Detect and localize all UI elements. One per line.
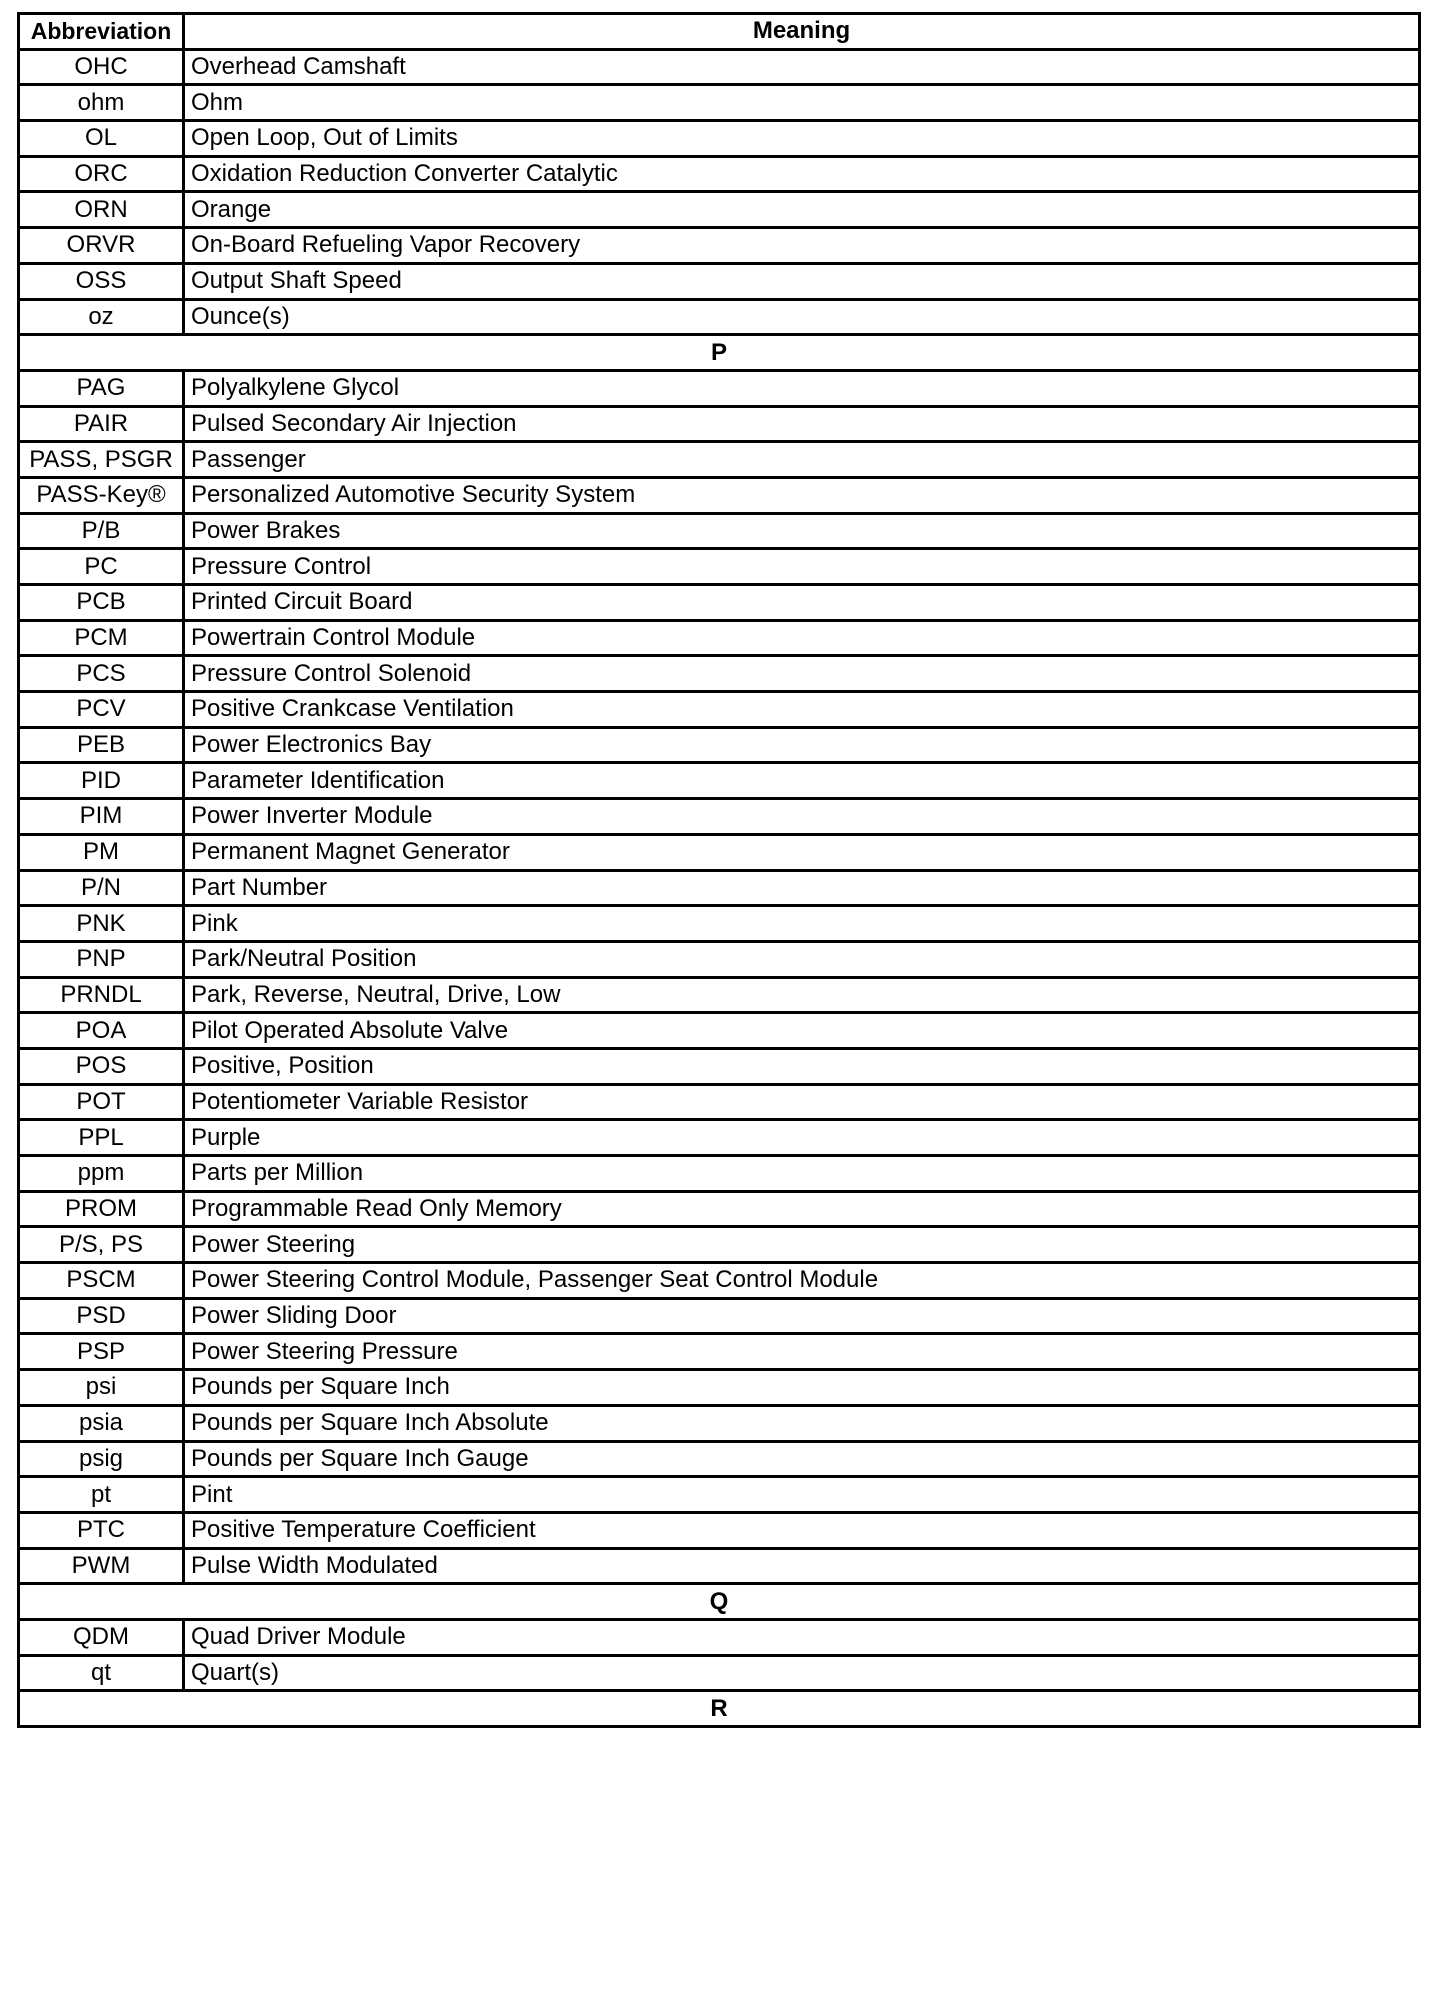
abbreviation-cell: PM — [19, 834, 184, 870]
meaning-cell: Overhead Camshaft — [184, 49, 1420, 85]
meaning-cell: Printed Circuit Board — [184, 585, 1420, 621]
abbreviation-cell: psia — [19, 1405, 184, 1441]
table-row — [19, 263, 1420, 299]
meaning-cell: Pint — [184, 1477, 1420, 1513]
meaning-cell: Pounds per Square Inch — [184, 1370, 1420, 1406]
meaning-cell: Power Steering — [184, 1227, 1420, 1263]
meaning-cell: Parameter Identification — [184, 763, 1420, 799]
table-row — [19, 1120, 1420, 1156]
meaning-cell: Polyalkylene Glycol — [184, 370, 1420, 406]
table-row — [19, 513, 1420, 549]
meaning-cell: Positive Crankcase Ventilation — [184, 692, 1420, 728]
table-row — [19, 656, 1420, 692]
section-header-row — [19, 1691, 1420, 1727]
table-row — [19, 1084, 1420, 1120]
meaning-cell: Powertrain Control Module — [184, 620, 1420, 656]
meaning-cell: Pounds per Square Inch Gauge — [184, 1441, 1420, 1477]
abbreviation-cell: POS — [19, 1048, 184, 1084]
table-row — [19, 1227, 1420, 1263]
meaning-cell: Pilot Operated Absolute Valve — [184, 1013, 1420, 1049]
abbreviation-cell: PRNDL — [19, 977, 184, 1013]
table-row — [19, 834, 1420, 870]
meaning-cell: Power Steering Control Module, Passenger Seat Control Module — [184, 1263, 1420, 1299]
table-row — [19, 370, 1420, 406]
table-row — [19, 977, 1420, 1013]
table-row — [19, 549, 1420, 585]
abbreviation-cell: psig — [19, 1441, 184, 1477]
meaning-cell: Quad Driver Module — [184, 1619, 1420, 1655]
abbreviation-cell: ohm — [19, 85, 184, 121]
meaning-cell: Park, Reverse, Neutral, Drive, Low — [184, 977, 1420, 1013]
section-header-row — [19, 1584, 1420, 1620]
abbreviation-cell: PSD — [19, 1298, 184, 1334]
abbreviation-cell: PCM — [19, 620, 184, 656]
table-row — [19, 1263, 1420, 1299]
abbreviation-cell: PCB — [19, 585, 184, 621]
abbreviation-cell: ORC — [19, 156, 184, 192]
table-row — [19, 585, 1420, 621]
abbreviation-cell: PCV — [19, 692, 184, 728]
table-row — [19, 85, 1420, 121]
table-row — [19, 799, 1420, 835]
abbreviation-cell: oz — [19, 299, 184, 335]
meaning-cell: Quart(s) — [184, 1655, 1420, 1691]
abbreviation-cell: P/B — [19, 513, 184, 549]
meaning-cell: Permanent Magnet Generator — [184, 834, 1420, 870]
meaning-cell: Power Steering Pressure — [184, 1334, 1420, 1370]
table-row — [19, 1441, 1420, 1477]
table-row — [19, 1405, 1420, 1441]
table-row — [19, 1512, 1420, 1548]
abbreviation-cell: PSP — [19, 1334, 184, 1370]
column-header-abbreviation: Abbreviation — [19, 14, 184, 50]
section-letter: Q — [19, 1584, 1420, 1620]
table-body — [19, 49, 1420, 1726]
abbreviation-cell: ORN — [19, 192, 184, 228]
abbreviation-cell: PNP — [19, 941, 184, 977]
meaning-cell: Output Shaft Speed — [184, 263, 1420, 299]
table-row — [19, 763, 1420, 799]
meaning-cell: Potentiometer Variable Resistor — [184, 1084, 1420, 1120]
meaning-cell: Positive Temperature Coefficient — [184, 1512, 1420, 1548]
table-row — [19, 299, 1420, 335]
meaning-cell: Oxidation Reduction Converter Catalytic — [184, 156, 1420, 192]
abbreviation-cell: ORVR — [19, 228, 184, 264]
meaning-cell: On-Board Refueling Vapor Recovery — [184, 228, 1420, 264]
abbreviation-cell: POT — [19, 1084, 184, 1120]
meaning-cell: Passenger — [184, 442, 1420, 478]
meaning-cell: Parts per Million — [184, 1156, 1420, 1192]
abbreviation-cell: OSS — [19, 263, 184, 299]
table-row — [19, 49, 1420, 85]
meaning-cell: Pressure Control Solenoid — [184, 656, 1420, 692]
abbreviation-cell: PIM — [19, 799, 184, 835]
section-letter: R — [19, 1691, 1420, 1727]
abbreviation-cell: PAIR — [19, 406, 184, 442]
table-row — [19, 1156, 1420, 1192]
abbreviation-cell: PC — [19, 549, 184, 585]
meaning-cell: Part Number — [184, 870, 1420, 906]
abbreviation-cell: PASS, PSGR — [19, 442, 184, 478]
abbreviation-cell: P/N — [19, 870, 184, 906]
abbreviation-cell: psi — [19, 1370, 184, 1406]
meaning-cell: Power Inverter Module — [184, 799, 1420, 835]
abbreviation-cell: PSCM — [19, 1263, 184, 1299]
table-row — [19, 1191, 1420, 1227]
meaning-cell: Ohm — [184, 85, 1420, 121]
table-row — [19, 406, 1420, 442]
section-letter: P — [19, 335, 1420, 371]
table-row — [19, 1048, 1420, 1084]
meaning-cell: Pounds per Square Inch Absolute — [184, 1405, 1420, 1441]
table-row — [19, 1655, 1420, 1691]
abbreviation-cell: PTC — [19, 1512, 184, 1548]
table-row — [19, 1298, 1420, 1334]
abbreviation-cell: PAG — [19, 370, 184, 406]
table-row — [19, 727, 1420, 763]
table-row — [19, 228, 1420, 264]
abbreviation-cell: OL — [19, 121, 184, 157]
abbreviation-table — [17, 12, 1421, 1728]
table-row — [19, 192, 1420, 228]
abbreviation-cell: PEB — [19, 727, 184, 763]
table-row — [19, 477, 1420, 513]
meaning-cell: Power Sliding Door — [184, 1298, 1420, 1334]
abbreviation-cell: POA — [19, 1013, 184, 1049]
meaning-cell: Power Brakes — [184, 513, 1420, 549]
abbreviation-cell: OHC — [19, 49, 184, 85]
meaning-cell: Ounce(s) — [184, 299, 1420, 335]
abbreviation-cell: PCS — [19, 656, 184, 692]
meaning-cell: Orange — [184, 192, 1420, 228]
table-row — [19, 870, 1420, 906]
abbreviation-cell: PROM — [19, 1191, 184, 1227]
abbreviation-cell: PNK — [19, 906, 184, 942]
abbreviation-cell: pt — [19, 1477, 184, 1513]
table-row — [19, 442, 1420, 478]
meaning-cell: Pink — [184, 906, 1420, 942]
meaning-cell: Power Electronics Bay — [184, 727, 1420, 763]
table-row — [19, 121, 1420, 157]
meaning-cell: Open Loop, Out of Limits — [184, 121, 1420, 157]
table-row — [19, 1334, 1420, 1370]
table-row — [19, 1619, 1420, 1655]
abbreviation-cell: PASS-Key® — [19, 477, 184, 513]
table-row — [19, 906, 1420, 942]
table-row — [19, 1013, 1420, 1049]
table-row — [19, 692, 1420, 728]
table-header-row — [19, 14, 1420, 50]
meaning-cell: Positive, Position — [184, 1048, 1420, 1084]
table-row — [19, 1548, 1420, 1584]
abbreviation-cell: qt — [19, 1655, 184, 1691]
abbreviation-cell: PID — [19, 763, 184, 799]
table-row — [19, 156, 1420, 192]
table-row — [19, 1477, 1420, 1513]
abbreviation-cell: QDM — [19, 1619, 184, 1655]
table-row — [19, 941, 1420, 977]
column-header-meaning: Meaning — [184, 14, 1420, 50]
abbreviation-cell: PWM — [19, 1548, 184, 1584]
section-header-row — [19, 335, 1420, 371]
abbreviation-cell: P/S, PS — [19, 1227, 184, 1263]
meaning-cell: Pressure Control — [184, 549, 1420, 585]
table-row — [19, 620, 1420, 656]
abbreviation-cell: ppm — [19, 1156, 184, 1192]
abbreviation-cell: PPL — [19, 1120, 184, 1156]
meaning-cell: Programmable Read Only Memory — [184, 1191, 1420, 1227]
meaning-cell: Park/Neutral Position — [184, 941, 1420, 977]
meaning-cell: Purple — [184, 1120, 1420, 1156]
meaning-cell: Personalized Automotive Security System — [184, 477, 1420, 513]
meaning-cell: Pulsed Secondary Air Injection — [184, 406, 1420, 442]
meaning-cell: Pulse Width Modulated — [184, 1548, 1420, 1584]
table-row — [19, 1370, 1420, 1406]
